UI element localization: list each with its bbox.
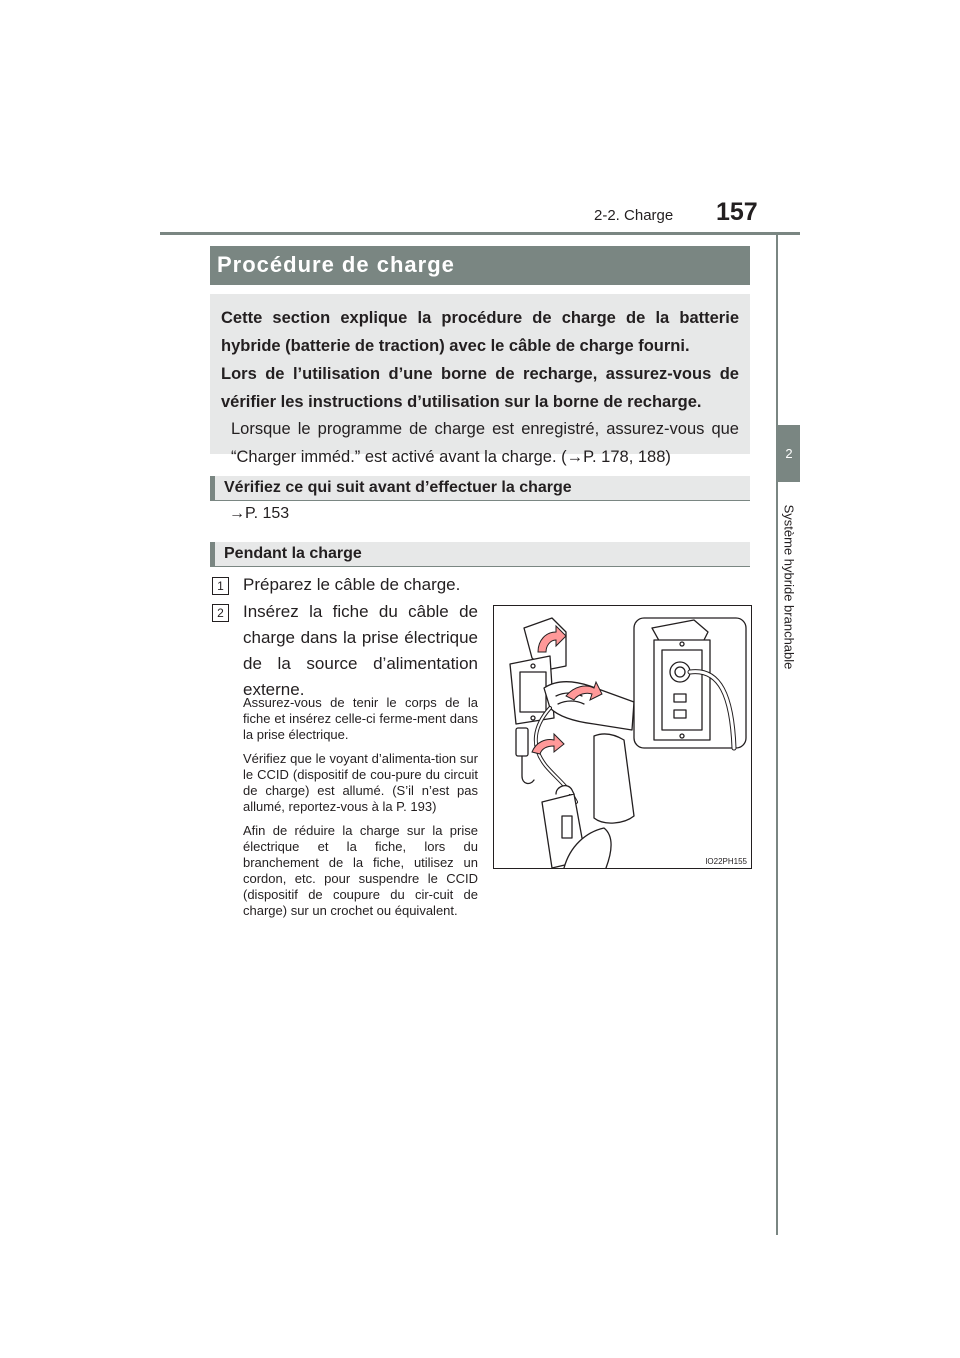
- intro-box: [210, 294, 750, 466]
- step-text-2: Insérez la fiche du câble de charge dans la prise électrique de la source d’alimentation externe.: [243, 602, 478, 699]
- plug-insertion-drawing: [494, 606, 751, 868]
- intro-paragraph-1: Cette section explique la procédure de charge de la batterie hybride (batterie de traction) avec le câble de charge fourni.: [221, 309, 739, 355]
- section-label: 2-2. Charge: [594, 207, 674, 224]
- section-heading-during: [210, 542, 750, 567]
- intro-paragraph-3: Lorsque le programme de charge est enregistré, assurez-vous que “Charger imméd.” est activé avant la charge. (→P. 178, 188): [231, 420, 739, 466]
- step-notes: [243, 695, 478, 927]
- section-heading-check: [210, 476, 750, 501]
- step-number-1: 1: [212, 577, 229, 595]
- step-number-2: 2: [212, 604, 229, 622]
- chapter-number-tab: 2: [778, 425, 800, 482]
- page-number: 157: [716, 198, 758, 226]
- chapter-title: Système hybride branchable: [781, 504, 797, 670]
- section-heading-during-label: Pendant la charge: [224, 545, 362, 562]
- title-bar: [210, 246, 750, 285]
- note-3: Afin de réduire la charge sur la prise électrique et la fiche, lors du branchement de la fiche, utilisez un cordon, etc. pour suspendre le CCID (dispositif de coupure du cir-cuit de charge) sur un crochet ou équivalent.: [243, 823, 478, 918]
- side-tab-line: [776, 235, 778, 1235]
- note-2: Vérifiez que le voyant d’alimenta-tion sur le CCID (dispositif de cou-pure du circuit de charge) est allumé. (S’il n’est pas allumé, reportez-vous à la P. 193): [243, 751, 478, 814]
- note-1: Assurez-vous de tenir le corps de la fiche et insérez celle-ci ferme-ment dans la prise électrique.: [243, 695, 478, 742]
- page-reference: →P. 153: [229, 505, 290, 522]
- section-heading-check-label: Vérifiez ce qui suit avant d’effectuer la charge: [224, 479, 572, 496]
- intro-paragraph-2: Lors de l’utilisation d’une borne de recharge, assurez-vous de vérifier les instructions d’utilisation sur la borne de recharge.: [221, 365, 739, 411]
- header-rule: [160, 232, 800, 235]
- chapter-title-tab: [778, 492, 800, 682]
- page-title: Procédure de charge: [217, 252, 455, 277]
- charging-illustration: [493, 605, 752, 869]
- figure-code: IO22PH155: [705, 857, 747, 866]
- step-text-1: Préparez le câble de charge.: [243, 575, 461, 594]
